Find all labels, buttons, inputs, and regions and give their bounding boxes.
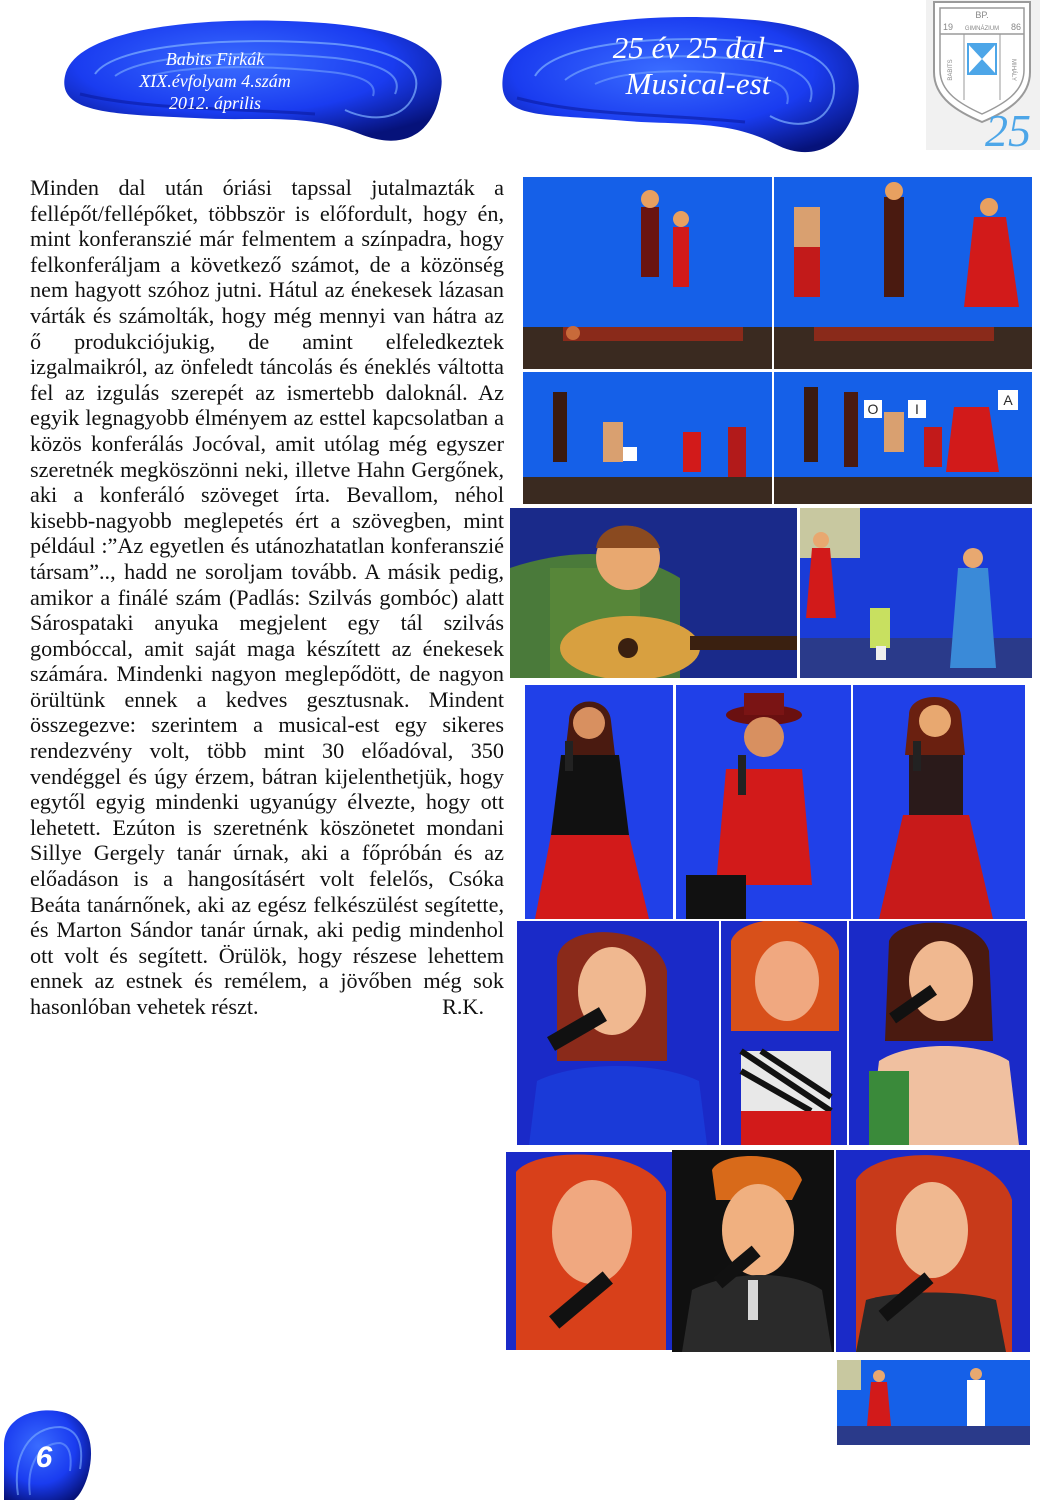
photo-stage-group-1: [523, 177, 772, 369]
placard-letter-2: I: [915, 401, 919, 417]
photo-two-singers: [800, 508, 1032, 678]
photo-singer-corset: [853, 685, 1025, 919]
photo-singer-black-red: [525, 685, 673, 919]
photo-stage-duet: [837, 1360, 1030, 1445]
magazine-name: Babits Firkák: [165, 49, 265, 69]
placard-letter-1: O: [867, 401, 879, 417]
logo-year-right: 86: [1010, 22, 1022, 32]
logo-number: 25: [985, 105, 1031, 150]
volume-issue: XIX.évfolyam 4.szám: [139, 71, 291, 91]
photo-guitarist: [510, 508, 797, 678]
article-body: [30, 175, 504, 1020]
photo-closeup-blue-dress: [517, 921, 719, 1145]
photo-closeup-singer-right: [836, 1150, 1030, 1352]
photo-singer-hat: [676, 685, 851, 919]
title-line-2: Musical-est: [625, 66, 771, 101]
logo-top: BP.: [975, 10, 989, 20]
photo-placards-2: [774, 372, 1032, 504]
photo-closeup-young-man: [672, 1150, 834, 1352]
photo-closeup-scarf: [721, 921, 847, 1145]
title-line-1: 25 év 25 dal -: [612, 30, 784, 65]
logo-year-left: 19: [942, 22, 954, 32]
article-text: Minden dal után óriási tapssal jutalmazták a fellépőt/fellépőket, többször is előfordult, hogy én, mint konferanszié már felmentem a színpadra, hogy felkonferáljam a következő számot, de a közönség nem hagyott szóhoz jutni. Hátul az énekesek lázasan várták és számolták, hogy még mennyi van hátra az ő produkciójukig, de amint elfeledkeztek izgalmaikról, az önfeledt táncolás és éneklés váltotta fel az izgulás szerepét az ismertebb daloknál. Az egyik legnagyobb élményem az esttel kapcsolatban a közös konferálás Jocóval, amit utólag még egyszer szeretnék megköszönni neki, illetve Hahn Gergőnek, aki a konferáló szöveget írta. Bevallom, néhol kisebb-nagyobb meglepetés ért a szövegben, mint például :”Az egyetlen és utánozhatatlan konferanszié társam”.., hadd ne soroljam tovább. A másik pedig, amikor a finálé szám (Padlás: Szilvás gombóc) alatt Sárospataki anyuka megjelent egy tál szilvás gombóccal, amit saját maga készített az énekesek számára. Mindenki nagyon meglepődött, de nagyon örültünk ennek a kedves gesztusnak. Mindent összegezve: szerintem a musical-est egy sikeres rendezvény volt, több mint 30 előadóval, 350 vendéggel és úgy érzem, bátran kijelenthetjük, hogy egytől egyig mindenki ugyanúgy élvezte, hogy ott lehetett. Ezúton is szeretnénk köszönetet mondani Sillye Gergely tanár úrnak, aki a főpróbán és az előadáson is a hangosításért volt felelős, Csóka Beáta tanárnőnek, aki az egész felkészülést segítette, és Marton Sándor tanár úrnak, aki pedig mindenhol ott volt és segített. Örülök, hogy részese lehettem ennek az estnek és remélem, a jövőben még sok hasonlóban vehetek részt.: [30, 175, 504, 1019]
page-number: 6: [35, 1441, 53, 1474]
issue-date: 2012. április: [168, 93, 261, 113]
photo-stage-group-2: [774, 177, 1032, 369]
logo-side-left: BABITS: [948, 59, 954, 81]
photo-closeup-green-top: [849, 921, 1027, 1145]
placard-letter-3: A: [1003, 392, 1013, 408]
logo-side-right: MIHÁLY: [1010, 59, 1016, 81]
author-signature: R.K.: [442, 994, 484, 1019]
school-logo: [926, 0, 1040, 150]
header-issue-info: [90, 48, 340, 114]
photo-placards-1: [523, 372, 772, 504]
logo-middle: GIMNÁZIUM: [964, 26, 1000, 32]
page-number-badge: [0, 1405, 100, 1500]
photo-closeup-singer-left: [506, 1152, 674, 1350]
article-title: [548, 30, 848, 102]
